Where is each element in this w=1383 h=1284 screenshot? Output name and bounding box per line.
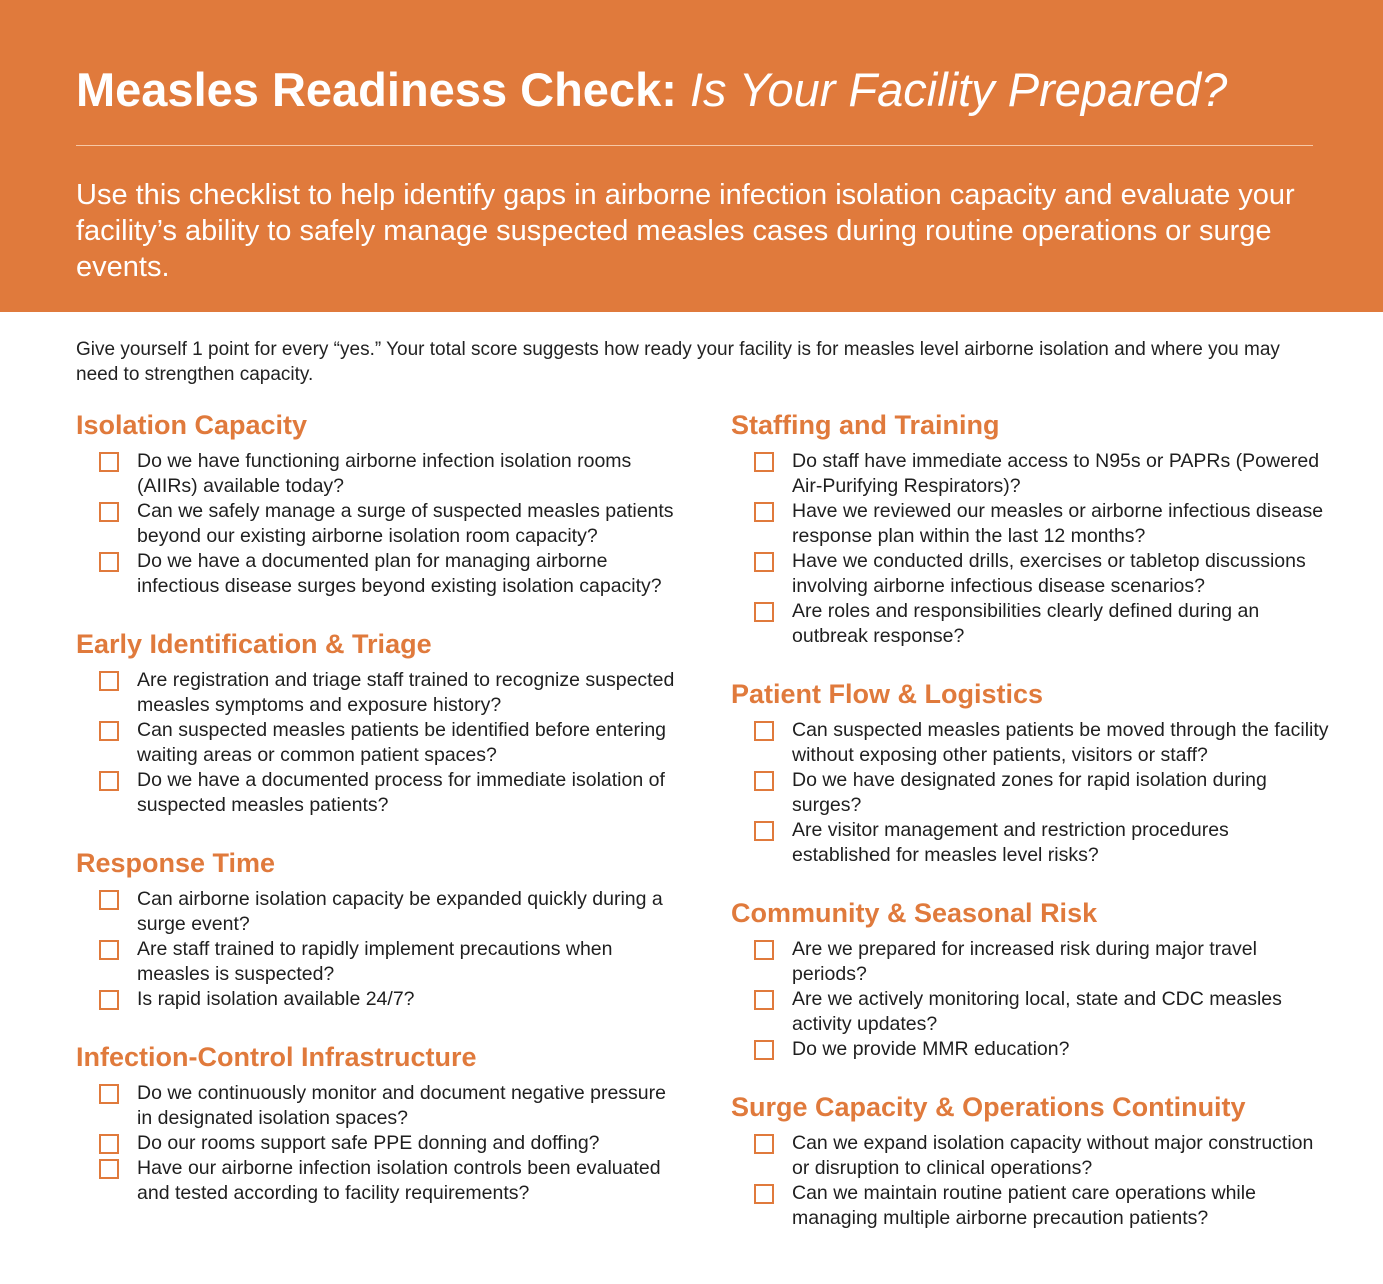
checklist-item-text: Do we continuously monitor and document negative pressure in designated isolation spaces? <box>137 1082 666 1129</box>
checklist-item-text: Are we actively monitoring local, state and CDC measles activity updates? <box>792 988 1282 1035</box>
checkbox[interactable] <box>99 990 119 1010</box>
checkbox[interactable] <box>754 552 774 572</box>
checklist-item <box>731 449 1331 499</box>
section-title: Infection-Control Infrastructure <box>76 1042 477 1072</box>
checklist-item <box>76 549 676 599</box>
checkbox[interactable] <box>99 1159 119 1179</box>
checklist-item-text: Do we have functioning airborne infection isolation rooms (AIIRs) available today? <box>137 450 632 497</box>
checklist-item <box>76 499 676 549</box>
checkbox[interactable] <box>754 1134 774 1154</box>
section-community-and-seasonal-risk <box>731 893 1331 1062</box>
header-banner <box>0 0 1383 312</box>
section-spacer <box>731 868 1331 893</box>
checklist-item <box>76 449 676 499</box>
checklist-item-text: Are we prepared for increased risk during major travel periods? <box>792 938 1257 985</box>
checklist-item <box>731 1037 1331 1062</box>
section-spacer <box>76 818 676 843</box>
checklist-item-text: Are roles and responsibilities clearly defined during an outbreak response? <box>792 600 1260 647</box>
checkbox[interactable] <box>99 890 119 910</box>
checklist-item <box>76 937 676 987</box>
checkbox[interactable] <box>754 721 774 741</box>
checklist-item <box>731 987 1331 1037</box>
checklist-item <box>731 937 1331 987</box>
checkbox[interactable] <box>754 502 774 522</box>
checkbox[interactable] <box>99 552 119 572</box>
section-title: Isolation Capacity <box>76 410 308 440</box>
checklist-item-text: Can suspected measles patients be moved through the facility without exposing other patients, visitors or staff? <box>792 719 1329 766</box>
checkbox[interactable] <box>99 1134 119 1154</box>
checklist-item-text: Are registration and triage staff trained to recognize suspected measles symptoms and exposure history? <box>137 669 675 716</box>
section-early-identification-and-triage <box>76 624 676 818</box>
checklist-item <box>76 718 676 768</box>
header-divider <box>76 145 1313 146</box>
section-isolation-capacity <box>76 405 676 599</box>
checkbox[interactable] <box>754 771 774 791</box>
checklist <box>731 937 1331 1062</box>
checklist-item-text: Have we conducted drills, exercises or tabletop discussions involving airborne infectious disease scenarios? <box>792 550 1306 597</box>
checklist-item <box>731 599 1331 649</box>
checklist <box>76 668 676 818</box>
checkbox[interactable] <box>99 502 119 522</box>
section-title: Community & Seasonal Risk <box>731 898 1098 928</box>
checklist-item-text: Are visitor management and restriction procedures established for measles level risks? <box>792 819 1229 866</box>
checklist-item <box>731 1131 1331 1181</box>
checklist-item <box>731 1181 1331 1231</box>
checkbox[interactable] <box>754 602 774 622</box>
checklist-item <box>76 668 676 718</box>
checklist-item <box>731 549 1331 599</box>
checkbox[interactable] <box>99 671 119 691</box>
checklist-item-text: Do our rooms support safe PPE donning and doffing? <box>137 1132 600 1154</box>
checklist <box>76 1081 676 1206</box>
checklist-item-text: Can we maintain routine patient care operations while managing multiple airborne precaution patients? <box>792 1182 1256 1229</box>
checklist-item-text: Can we safely manage a surge of suspected measles patients beyond our existing airborne isolation room capacity? <box>137 500 674 547</box>
page-title <box>76 58 1227 122</box>
section-spacer <box>731 649 1331 674</box>
section-title: Surge Capacity & Operations Continuity <box>731 1092 1246 1122</box>
checklist-item <box>76 887 676 937</box>
checklist-item-text: Do we have a documented process for immediate isolation of suspected measles patients? <box>137 769 665 816</box>
checklist <box>76 887 676 1012</box>
checklist-item-text: Are staff trained to rapidly implement precautions when measles is suspected? <box>137 938 613 985</box>
checkbox[interactable] <box>99 940 119 960</box>
title-italic: Is Your Facility Prepared? <box>689 63 1228 116</box>
checklist <box>731 449 1331 649</box>
section-staffing-and-training <box>731 405 1331 649</box>
checkbox[interactable] <box>754 1184 774 1204</box>
checkbox[interactable] <box>754 821 774 841</box>
checklist-item <box>731 768 1331 818</box>
title-bold: Measles Readiness Check: <box>76 63 677 116</box>
checklist-item-text: Is rapid isolation available 24/7? <box>137 988 415 1010</box>
section-spacer <box>76 1012 676 1037</box>
checklist-item <box>76 1131 676 1156</box>
checklist-item-text: Do we have a documented plan for managing airborne infectious disease surges beyond existing isolation capacity? <box>137 550 662 597</box>
checkbox[interactable] <box>99 452 119 472</box>
checklist-item-text: Can suspected measles patients be identified before entering waiting areas or common patient spaces? <box>137 719 667 766</box>
checklist-item <box>76 768 676 818</box>
checkbox[interactable] <box>754 1040 774 1060</box>
section-infection-control-infrastructure <box>76 1037 676 1206</box>
section-title: Early Identification & Triage <box>76 629 432 659</box>
checkbox[interactable] <box>99 771 119 791</box>
checklist-item <box>76 987 676 1012</box>
checkbox[interactable] <box>754 990 774 1010</box>
section-response-time <box>76 843 676 1012</box>
checklist-item-text: Do staff have immediate access to N95s or PAPRs (Powered Air-Purifying Respirators)? <box>792 450 1320 497</box>
checklist <box>731 1131 1331 1231</box>
right-column <box>731 405 1331 1231</box>
checklist <box>76 449 676 599</box>
checklist-item-text: Do we provide MMR education? <box>792 1038 1070 1060</box>
section-patient-flow-and-logistics <box>731 674 1331 868</box>
checklist-item-text: Can airborne isolation capacity be expanded quickly during a surge event? <box>137 888 663 935</box>
checkbox[interactable] <box>754 940 774 960</box>
checklist <box>731 718 1331 868</box>
left-column <box>76 405 676 1206</box>
checklist-item-text: Have we reviewed our measles or airborne infectious disease response plan within the last 12 months? <box>792 500 1324 547</box>
checklist-item <box>731 499 1331 549</box>
section-spacer <box>76 599 676 624</box>
checklist-item <box>731 718 1331 768</box>
checkbox[interactable] <box>99 1084 119 1104</box>
section-surge-capacity-and-operations-continuity <box>731 1087 1331 1231</box>
checklist-item <box>76 1156 676 1206</box>
section-spacer <box>731 1062 1331 1087</box>
checklist-item-text: Have our airborne infection isolation controls been evaluated and tested according to facility requirements? <box>137 1157 661 1204</box>
checklist-item <box>76 1081 676 1131</box>
checklist-item-text: Do we have designated zones for rapid isolation during surges? <box>792 769 1267 816</box>
checkbox[interactable] <box>99 721 119 741</box>
checklist-item <box>731 818 1331 868</box>
intro-text: Give yourself 1 point for every “yes.” Your total score suggests how ready your facility is for measles level airborne isolation and where you may need to strengthen capacity. <box>76 339 1280 385</box>
checkbox[interactable] <box>754 452 774 472</box>
section-title: Staffing and Training <box>731 410 1000 440</box>
section-title: Response Time <box>76 848 276 878</box>
section-title: Patient Flow & Logistics <box>731 679 1044 709</box>
page-subtitle: Use this checklist to help identify gaps in airborne infection isolation capacity and evaluate your facility’s ability to safely manage suspected measles cases during routine operations or surge events. <box>76 179 1295 283</box>
checklist-item-text: Can we expand isolation capacity without major construction or disruption to clinical operations? <box>792 1132 1314 1179</box>
